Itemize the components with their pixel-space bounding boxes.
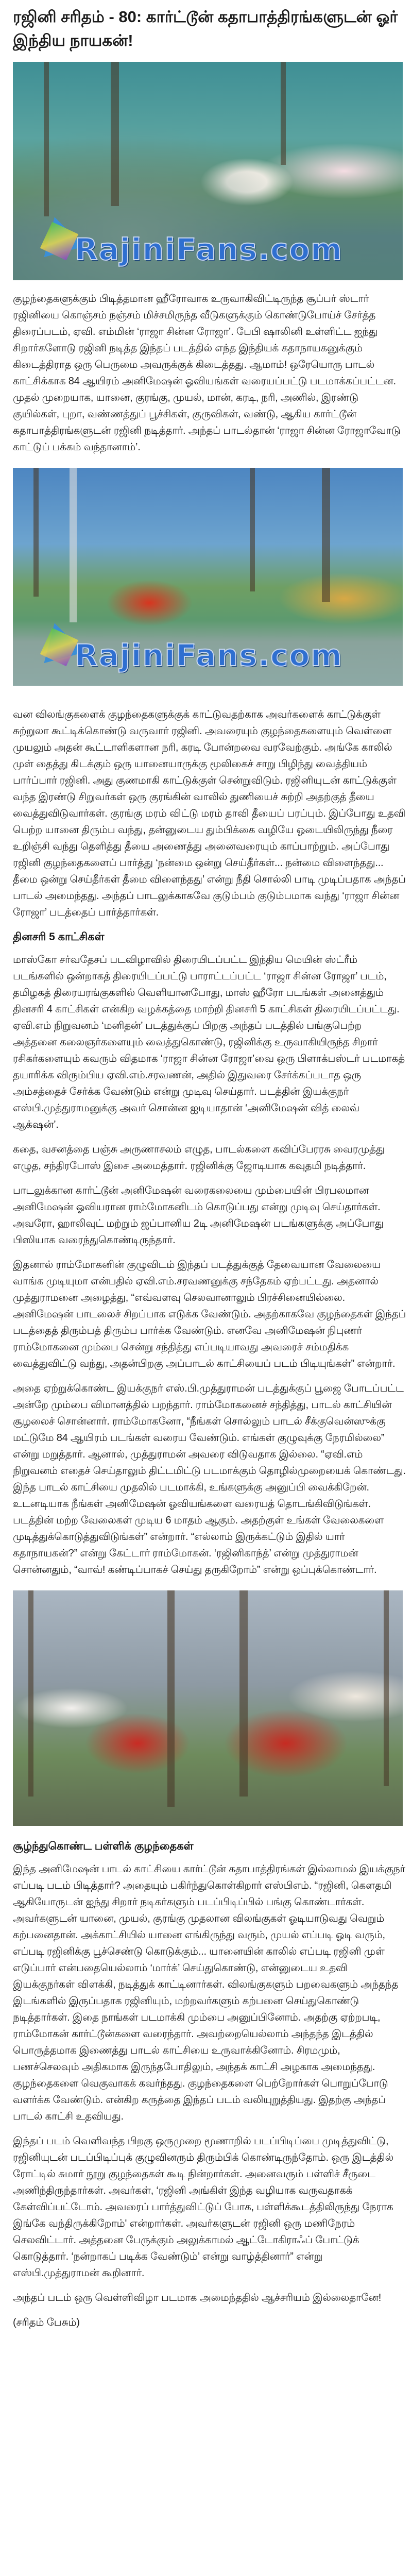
- article-photo-3: [13, 1590, 403, 1826]
- watermark: RajiniFans.com: [75, 232, 343, 267]
- paragraph: அந்தப் படம் ஒரு வெள்ளிவிழா படமாக அமைந்ததில் ஆச்சரியம் இல்லைதானே!: [13, 2292, 382, 2303]
- section-heading: சூழ்ந்துகொண்ட பள்ளிக் குழந்தைகள்: [13, 1840, 194, 1852]
- article-photo-2: [13, 468, 403, 686]
- paragraph: பாடலுக்கான கார்ட்டூன் அனிமேஷன் வரைகலையை மும்பையின் பிரபலமான அனிமேஷன் ஓவியரான ராம்மோகனிடம் கொடுப்பது என்று முடிவு செய்தார்கள். அவரோ, ஹாலிவுட் மற்றும் ஜப்பானிய 2டி அனிமேஷன் படங்களுக்கு அப்போது பிஸியாக வரைந்துகொண்டிருந்தார்.: [13, 1185, 384, 1246]
- paragraph: மாஸ்கோ சர்வதேசப் படவிழாவில் திரையிடப்பட்ட இந்திய மெயின் ஸ்ட்ரீம் படங்களில் ஒன்றாகத் திரையிடப்பட்டு பாராட்டப்பட்ட ‘ராஜா சின்ன ரோஜா’ படம், தமிழகத் திரையரங்குகளில் வெளியானபோது, மாஸ் ஹீரோ படங்கள் அனைத்தும் தினசரி 4 காட்சிகள் என்கிற வழக்கத்தை மாற்றி தினசரி 5 காட்சிகள் திரையிடப்பட்டது. ஏவி.எம் நிறுவனம் ‘மனிதன்’ படத்துக்குப் பிறகு அந்தப் படத்தில் பங்குபெற்ற அத்தனை கலைஞர்களையும் வைத்துகொண்டு, ரஜினிக்கு உருவாகியிருந்த சிறார் ரசிகர்களையும் கவரும் விதமாக ‘ராஜா சின்ன ரோஜா’வை ஒரு பிளாக்பஸ்டர் படமாகத் தயாரிக்க விரும்பிய ஏவி.எம்.சரவணன், அதில் இதுவரை சேர்க்கப்படாத ஒரு அம்சத்தைச் சேர்க்க வேண்டும் என்று முடிவு செய்தார். படத்தின் இயக்குநர் எஸ்பி.முத்துராமனுக்கு அவர் சொன்ன ஐடியாதான் ‘அனிமேஷன் வித் லைவ் ஆக்‌ஷன்’.: [13, 954, 405, 1130]
- paragraph: இந்தப் படம் வெளிவந்த பிறகு ஒருமுறை மூணாறில் படப்பிடிப்பை முடித்துவிட்டு, ரஜினியுடன் படப்பிடிப்புக் குழுவினரும் திரும்பிக் கொண்டிருந்தோம். ஒரு இடத்தில் ரோட்டில் சுமார் நூறு குழந்தைகள் கூடி நின்றார்கள். அனைவரும் பள்ளிச் சீருடை அணிந்திருந்தார்கள். அவர்கள், ‘ரஜினி அங்கிள் இந்த வழியாக வருவதாகக் கேள்விப்பட்டோம். அவரைப் பார்த்துவிட்டுப் போக, பள்ளிக்கூடத்திலிருந்து நேராக இங்கே வந்திருக்கிறோம்' என்றார்கள். அவர்களுடன் ரஜினி ஒரு மணிநேரம் செலவிட்டார். அத்தனை பேருக்கும் அலுக்காமல் ஆட்டோகிராஃப் போட்டுக் கொடுத்தார். ‘நன்றாகப் படிக்க வேண்டும்’ என்று வாழ்த்தினார்” என்று எஸ்பி.முத்துராமன் கூறினார்.: [13, 2136, 393, 2279]
- series-footer: (சரிதம் பேசும்): [13, 2317, 80, 2328]
- paragraph: கதை, வசனத்தை பஞ்சு அருணாசலம் எழுத, பாடல்களை கவிப்பேரரசு வைரமுத்து எழுத, சந்திரபோஸ் இசை அமைத்தார். ரஜினிக்கு ஜோடியாக கவுதமி நடித்தார்.: [13, 1144, 385, 1172]
- article-title: ரஜினி சரிதம் - 80: கார்ட்டூன் கதாபாத்திரங்களுடன் ஓர் இந்திய நாயகன்!: [13, 8, 398, 49]
- paragraph: இதனால் ராம்மோகனின் குழுவிடம் இந்தப் படத்துக்குத் தேவையான வேலையை வாங்க முடியுமா என்பதில் ஏவி.எம்.சரவணனுக்கு சந்தேகம் ஏற்பட்டது. அதனால் முத்துராமனை அழைத்து, “எவ்வளவு செலவானாலும் பிரச்சினையில்லை. அனிமேஷன் பாடலைச் சிறப்பாக எடுக்க வேண்டும். அதற்காகவே குழந்தைகள் இந்தப் படத்தைத் திரும்பத் திரும்ப பார்க்க வேண்டும். எனவே அனிமேஷன் நிபுணர் ராம்மோகனை மும்பை சென்று சந்தித்து எப்படியாவது அவரைச் சம்மதிக்க வைத்துவிட்டு வந்து, அதன்பிறகு அப்பாடல் காட்சியைப் படம் பிடியுங்கள்” என்றார்.: [13, 1259, 406, 1369]
- section-heading: தினசரி 5 காட்சிகள்: [13, 931, 105, 943]
- paragraph: வன விலங்குகளைக் குழந்தைகளுக்குக் காட்டுவதற்காக அவர்களைக் காட்டுக்குள் சுற்றுலா கூட்டிக்கொண்டு வருவார் ரஜினி. அவரையும் குழந்தைகளையும் வெள்ளை முயலும் அதன் கூட்டாளிகளான நரி, கரடி போன்றவை வரவேற்கும். அங்கே காலில் முள் தைத்து கிடக்கும் ஒரு யானையாருக்கு மூலிகைச் சாறு பிழிந்து வைத்தியம் பார்ப்பார் ரஜினி. அது குணமாகி காட்டுக்குள் சென்றுவிடும். ரஜினியுடன் காட்டுக்குள் வந்த இரண்டு சிறுவர்கள் ஒரு குரங்கின் வாலில் துணியைச் சுற்றி அதற்குத் தீயை வைத்துவிடுவார்கள். குரங்கு மரம் விட்டு மரம் தாவி தீயைப் பரப்பும். இப்போது உதவி பெற்ற யானை திரும்ப வந்து, தன்னுடைய தும்பிக்கை வழியே ஓடையிலிருந்து நீரை உறிஞ்சி வந்து தெளித்து தீயை அணைத்து அனைவரையும் காப்பாற்றும். அப்போது ரஜினி குழந்தைகளைப் பார்த்து ‘நன்மை ஒன்று செய்தீர்கள்... நன்மை விளைந்தது... தீமை ஒன்று செய்தீர்கள் தீமை விளைந்தது’ என்று நீதி சொல்லி பாடி முடிப்பதாக அந்தப் பாடல் அமைந்தது. அந்தப் பாடலுக்காகவே குடும்பம் குடும்பமாக வந்து ‘ராஜா சின்ன ரோஜா’ படத்தைப் பார்த்தார்கள்.: [13, 709, 406, 918]
- article-photo-1: [13, 62, 403, 280]
- watermark: RajiniFans.com: [75, 638, 343, 673]
- paragraph: இந்த அனிமேஷன் பாடல் காட்சியை கார்ட்டூன் கதாபாத்திரங்கள் இல்லாமல் இயக்குநர் எப்படி படம் பிடித்தார்? அதையும் பகிர்ந்துகொள்கிறார் எஸ்பிஎம். “ரஜினி, கௌதமி ஆகியோருடன் ஐந்து சிறார் நடிகர்களும் படப்பிடிப்பில் பங்கு கொண்டார்கள். அவர்களுடன் யானை, முயல், குரங்கு முதலான விலங்குகள் ஓடியாடுவது வெறும் கற்பனைதான். அக்காட்சியில் யானை எங்கிருந்து வரும், முயல் எப்படி ஓடி வரும், எப்படி ரஜினிக்கு பூச்செண்டு கொடுக்கும்... யானையின் காலில் எப்படி ரஜினி முள் எடுப்பார் என்பதையெல்லாம் ‘மார்க்’ செய்துகொண்டு, என்னுடைய உதவி இயக்குநர்கள் விளக்கி, நடித்துக் காட்டினார்கள். விலங்குகளும் பறவைகளும் அந்தந்த இடங்களில் இருப்பதாக ரஜினியும், மற்றவர்களும் கற்பனை செய்துகொண்டு நடித்தார்கள். இதை நாங்கள் படமாக்கி மும்பை அனுப்பினோம். அதற்கு ஏற்றபடி, ராம்மோகன் கார்ட்டூன்களை வரைந்தார். அவற்றையெல்லாம் அந்தந்த இடத்தில் பொருத்தமாக இணைத்து பாடல் காட்சியை உருவாக்கினோம். சிரமமும், பணச்செலவும் அதிகமாக இருந்தபோதிலும், அந்தக் காட்சி அழகாக அமைந்தது. குழந்தைகளை வெகுவாகக் கவர்ந்தது. குழந்தைகளை பெற்றோர்கள் பொறுப்போடு வளர்க்க வேண்டும். என்கிற கருத்தை இந்தப் படம் வலியுறுத்தியது. இதற்கு அந்தப் பாடல் காட்சி உதவியது.: [13, 1863, 405, 2122]
- paragraph: குழந்தைகளுக்கும் பிடித்தமான ஹீரோவாக உருவாகிவிட்டிருந்த சூப்பர் ஸ்டார் ரஜினியை கொஞ்சம் நஞ்சம் மிச்சமிருந்த வீடுகளுக்கும் கொண்டுபோய்ச் சேர்த்த திரைப்படம், ஏவி. எம்மின் ‘ராஜா சின்ன ரோஜா’. பேபி ஷாலினி உள்ளிட்ட ஐந்து சிறார்களோடு ரஜினி நடித்த இந்தப் படத்தில் எந்த இந்தியக் கதாநாயகனுக்கும் கிடைத்திராத ஒரு பெருமை அவருக்குக் கிடைத்தது. ஆமாம்! ஒரேயொரு பாடல் காட்சிக்காக 84 ஆயிரம் அனிமேஷன் ஓவியங்கள் வரையப்பட்டு படமாக்கப்பட்டன. முதல் முறையாக, யானை, குரங்கு, முயல், மான், கரடி, நரி, அணில், இரண்டு குயில்கள், புறா, வண்ணத்துப் பூச்சிகள், குருவிகள், வண்டு, ஆகிய கார்ட்டூன் கதாபாத்திரங்களுடன் ரஜினி நடித்தார். அந்தப் பாடல்தான் ‘ராஜா சின்ன ரோஜாவோடு காட்டுப் பக்கம் வந்தானாம்’.: [13, 293, 401, 453]
- paragraph: அதை ஏற்றுக்கொண்ட இயக்குநர் எஸ்.பி.முத்துராமன் படத்துக்குப் பூஜை போடப்பட்ட அன்றே மும்பை விமானத்தில் பறந்தார். ராம்மோகனைச் சந்தித்து, பாடல் காட்சியின் சூழலைச் சொன்னார். ராம்மோகனோ, “நீங்கள் சொல்லும் பாடல் சீக்குவென்ஸுக்கு மட்டுமே 84 ஆயிரம் படங்கள் வரைய வேண்டும். எங்கள் குழுவுக்கு நேரமில்லை” என்று மறுத்தார். ஆனால், முத்துராமன் அவரை விடுவதாக இல்லை. “ஏவி.எம் நிறுவனம் எதைச் செய்தாலும் திட்டமிட்டு படமாக்கும் தொழில்முறையைக் கொண்டது. இந்த பாடல் காட்சியை முதலில் படமாக்கி, உங்களுக்கு அனுப்பி வைக்கிறேன். உடனடியாக நீங்கள் அனிமேஷன் ஓவியங்களை வரையத் தொடங்கிவிடுங்கள். படத்தின் மற்ற வேலைகள் முடிய 6 மாதம் ஆகும். அதற்குள் உங்கள் வேலைகளை முடித்துக்கொடுத்துவிடுங்கள்” என்றார். “எல்லாம் இருக்கட்டும் இதில் யார் கதாநாயகன்?” என்று கேட்டார் ராம்மோகன். ‘ரஜினிகாந்த்’ என்று முத்துராமன் சொன்னதும், “வாவ்! கண்டிப்பாகச் செய்து தருகிறோம்” என்று ஒப்புக்கொண்டார்.: [13, 1383, 406, 1575]
